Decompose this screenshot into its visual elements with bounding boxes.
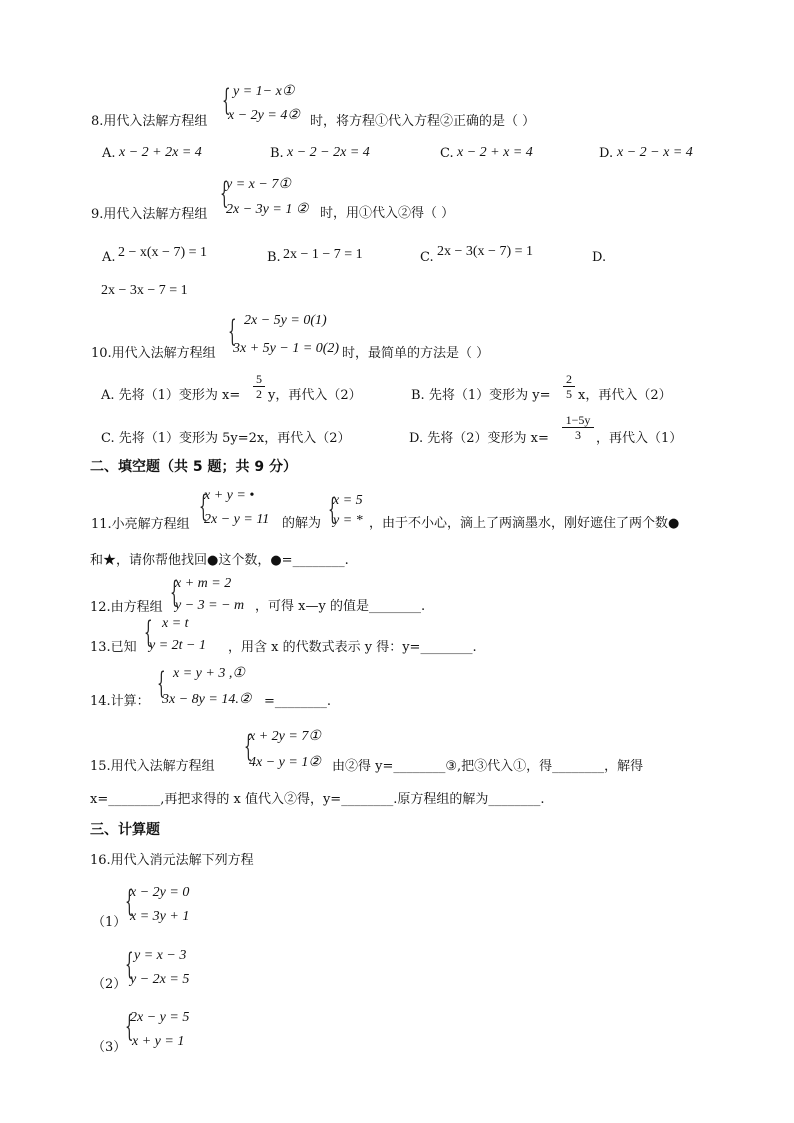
fraction-denominator: 5 <box>566 387 572 401</box>
q9-option-c-label[interactable]: C. <box>420 250 434 265</box>
brace-icon: { <box>220 176 229 211</box>
q8-option-d-expr[interactable]: x − 2 − x = 4 <box>617 145 693 160</box>
q12-system-eq2: y − 3 = − m <box>175 598 245 613</box>
q10-option-a-fraction <box>253 372 265 401</box>
q11-line2: 和★，请你帮他找回●这个数，●=________. <box>90 553 349 568</box>
q16-part3-label: （3） <box>92 1040 127 1055</box>
q16-part2-system <box>125 945 225 991</box>
brace-icon: { <box>125 947 134 982</box>
q15-line2: x=________,再把求得的 x 值代入②得，y=________.原方程组的解为________. <box>90 792 545 807</box>
q10-option-a-text2[interactable]: y，再代入（2） <box>268 388 362 403</box>
q15-system-eq1: x + 2y = 7① <box>249 729 321 744</box>
q14-suffix: =________. <box>264 694 332 709</box>
q15-equation-system <box>244 726 344 774</box>
q16-part1-label: （1） <box>92 915 127 930</box>
q10-option-d-text1[interactable]: D. 先将（2）变形为 x= <box>409 431 549 446</box>
section-title-calculation: 三、计算题 <box>90 822 160 838</box>
q10-option-d-text2[interactable]: ，再代入（1） <box>596 431 683 446</box>
fraction-denominator: 3 <box>575 428 581 442</box>
q16-part1-eq2: x = 3y + 1 <box>130 909 190 924</box>
q11-system-eq2: 2x − y = 11 <box>204 512 270 527</box>
q11-equation-system <box>199 486 289 532</box>
q14-system-eq1: x = y + 3 ,① <box>173 666 245 681</box>
q12-suffix: ，可得 x—y 的值是________. <box>255 599 426 614</box>
q9-option-a-label[interactable]: A. <box>102 250 116 265</box>
q10-suffix: 时，最简单的方法是（ ） <box>342 346 490 361</box>
q16-part1-system <box>125 882 225 928</box>
q8-option-a-label[interactable]: A. <box>102 146 116 161</box>
q11-prefix: 11.小亮解方程组 <box>91 517 190 532</box>
brace-icon: { <box>144 615 153 650</box>
q8-option-d-label[interactable]: D. <box>599 146 614 161</box>
q9-system-eq1: y = x − 7① <box>226 177 291 192</box>
brace-icon: { <box>125 1009 134 1044</box>
q13-suffix: ，用含 x 的代数式表示 y 得：y=________. <box>228 640 477 655</box>
q14-system-eq2: 3x − 8y = 14.② <box>162 692 252 707</box>
q15-prefix: 15.用代入法解方程组 <box>90 759 215 774</box>
q16-part3-eq2: x + y = 1 <box>132 1034 185 1049</box>
q16-part1-eq1: x − 2y = 0 <box>130 885 190 900</box>
fraction-numerator: 1−5y <box>562 413 594 428</box>
q10-option-a-text1[interactable]: A. 先将（1）变形为 x= <box>101 388 241 403</box>
fraction-denominator: 2 <box>256 387 262 401</box>
q12-system-eq1: x + m = 2 <box>175 576 232 591</box>
q10-option-b-text1[interactable]: B. 先将（1）变形为 y= <box>411 388 551 403</box>
q11-solution-eq1: x = 5 <box>333 493 363 508</box>
q9-suffix: 时，用①代入②得（ ） <box>320 206 455 221</box>
q13-system-eq2: y = 2t − 1 <box>149 638 206 653</box>
q16-part2-eq1: y = x − 3 <box>134 948 187 963</box>
q12-prefix: 12.由方程组 <box>90 600 163 615</box>
section-title-fill-in: 二、填空题（共 5 题；共 9 分） <box>90 459 297 475</box>
q8-option-b-label[interactable]: B. <box>270 146 284 161</box>
q9-option-b-label[interactable]: B. <box>267 250 281 265</box>
q16-part3-system <box>125 1007 225 1053</box>
q8-prefix: 8.用代入法解方程组 <box>91 114 208 129</box>
q11-middle: 的解为 <box>282 516 322 531</box>
q10-prefix: 10.用代入法解方程组 <box>91 346 216 361</box>
q10-system-eq2: 3x + 5y − 1 = 0(2) <box>233 341 340 356</box>
q10-equation-system <box>228 309 358 359</box>
brace-icon: { <box>170 575 179 610</box>
q13-system-eq1: x = t <box>162 616 189 631</box>
q9-option-c-expr[interactable]: 2x − 3(x − 7) = 1 <box>437 244 534 259</box>
q9-option-a-expr[interactable]: 2 − x(x − 7) = 1 <box>118 245 208 260</box>
q9-option-d-expr[interactable]: 2x − 3x − 7 = 1 <box>101 283 188 298</box>
brace-icon: { <box>157 666 166 701</box>
q8-option-c-expr[interactable]: x − 2 + x = 4 <box>457 145 533 160</box>
q10-system-eq1: 2x − 5y = 0(1) <box>244 313 327 328</box>
q14-prefix: 14.计算： <box>90 694 150 709</box>
brace-icon: { <box>125 884 134 919</box>
q15-system-eq2: 4x − y = 1② <box>249 755 321 770</box>
q8-option-b-expr[interactable]: x − 2 − 2x = 4 <box>287 145 370 160</box>
brace-icon: { <box>199 489 208 524</box>
q9-option-b-expr[interactable]: 2x − 1 − 7 = 1 <box>283 247 363 262</box>
q10-option-b-fraction <box>563 372 575 401</box>
q16-title: 16.用代入消元法解下列方程 <box>90 853 254 868</box>
q11-solution-eq2: y = * <box>333 513 363 528</box>
q13-prefix: 13.已知 <box>90 640 137 655</box>
q10-option-d-fraction <box>562 413 594 442</box>
brace-icon: { <box>244 729 253 764</box>
q16-part2-label: （2） <box>92 977 127 992</box>
q8-option-a-expr[interactable]: x − 2 + 2x = 4 <box>119 145 202 160</box>
brace-icon: { <box>222 83 231 118</box>
q10-option-b-text2[interactable]: x，再代入（2） <box>578 388 672 403</box>
q16-part2-eq2: y − 2x = 5 <box>130 972 190 987</box>
q9-system-eq2: 2x − 3y = 1 ② <box>226 202 309 217</box>
q9-prefix: 9.用代入法解方程组 <box>91 207 208 222</box>
q9-equation-system <box>220 173 330 219</box>
q8-option-c-label[interactable]: C. <box>440 146 454 161</box>
q9-option-d-label[interactable]: D. <box>592 250 607 265</box>
fraction-numerator: 2 <box>563 372 575 387</box>
brace-icon: { <box>328 492 337 527</box>
q11-suffix: ，由于不小心，滴上了两滴墨水，刚好遮住了两个数● <box>369 516 680 531</box>
q10-option-c-text[interactable]: C. 先将（1）变形为 5y=2x，再代入（2） <box>101 431 351 446</box>
brace-icon: { <box>228 314 237 349</box>
q11-system-eq1: x + y = • <box>204 488 255 503</box>
q8-system-eq1: y = 1− x① <box>233 84 295 99</box>
fraction-numerator: 5 <box>253 372 265 387</box>
q8-system-eq2: x − 2y = 4② <box>228 108 300 123</box>
q16-part3-eq1: 2x − y = 5 <box>130 1010 190 1025</box>
q8-suffix: 时，将方程①代入方程②正确的是（ ） <box>310 114 536 129</box>
q14-equation-system <box>157 663 277 711</box>
q15-suffix: 由②得 y=________③,把③代入①，得________，解得 <box>332 759 644 774</box>
